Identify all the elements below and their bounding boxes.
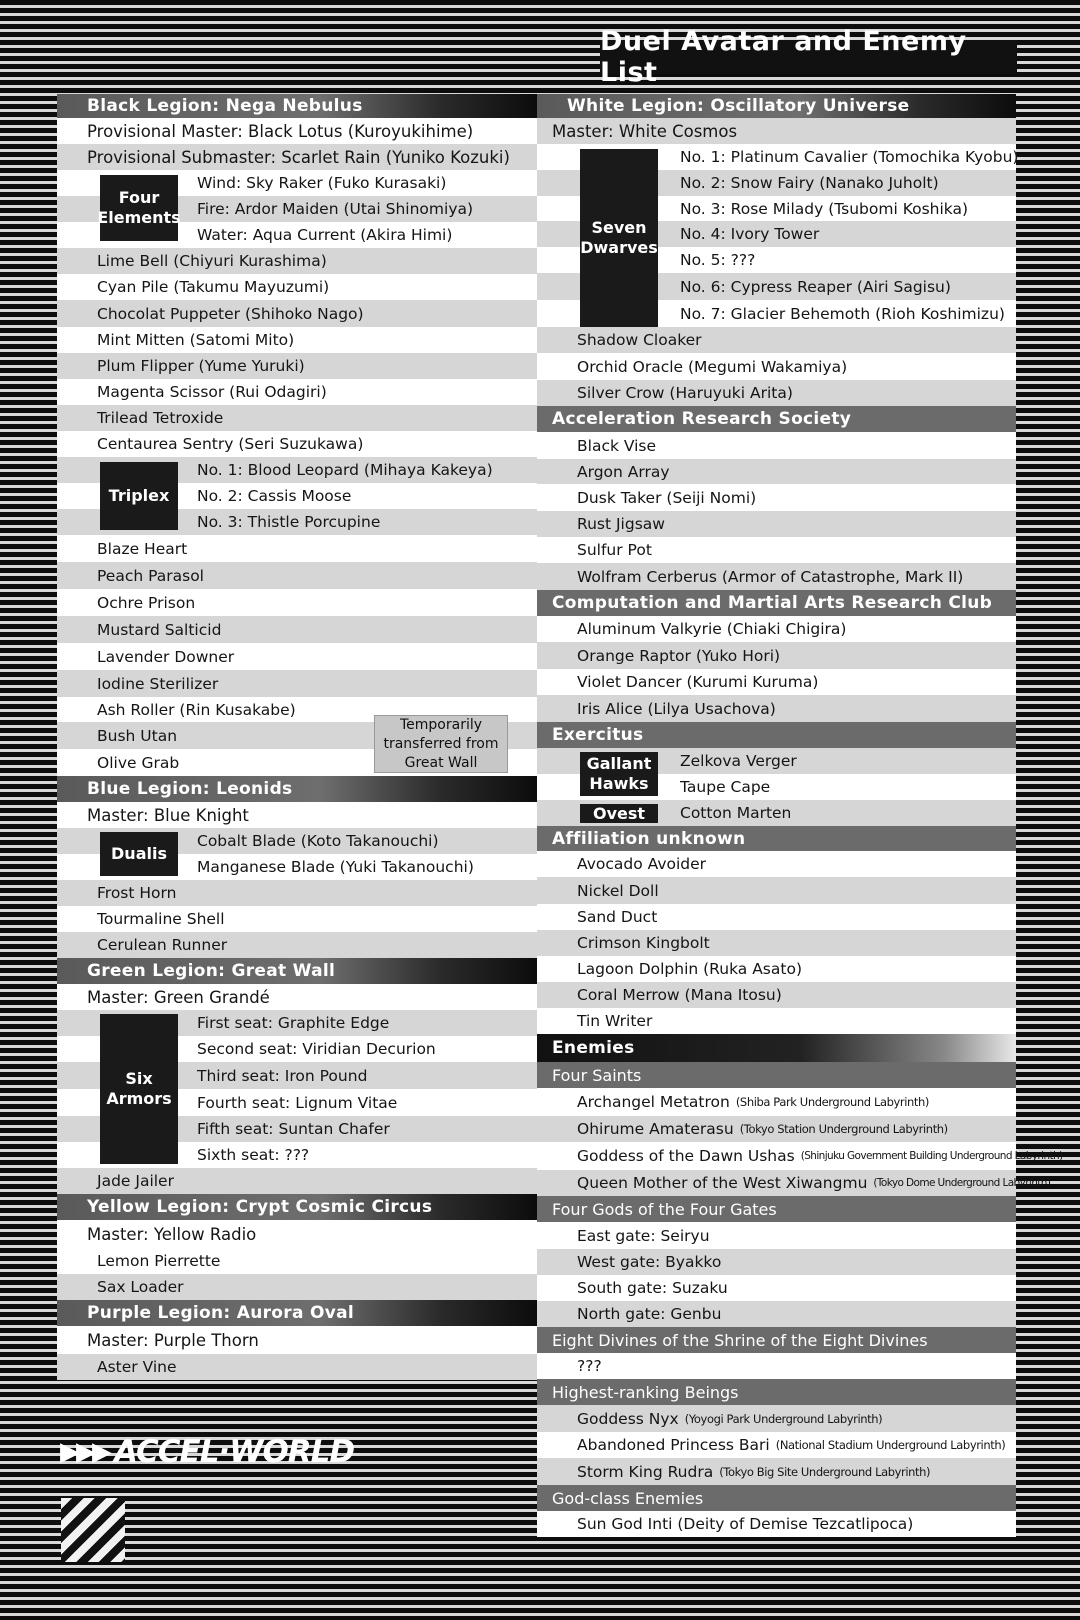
enemies-header: Enemies bbox=[537, 1034, 1016, 1062]
list-item: Fifth seat: Suntan Chafer bbox=[57, 1116, 537, 1142]
list-item: Ash Roller (Rin Kusakabe) bbox=[57, 697, 537, 722]
four-elements-label: Four Elements bbox=[100, 175, 178, 241]
yellow-legion-master: Master: Yellow Radio bbox=[57, 1220, 537, 1248]
blue-legion-header: Blue Legion: Leonids bbox=[57, 776, 537, 802]
list-item: No. 3: Rose Milady (Tsubomi Koshika) bbox=[537, 196, 1016, 221]
gallant-hawks-group bbox=[537, 748, 1016, 800]
list-item: Goddess Nyx (Yoyogi Park Underground Labyrinth) bbox=[537, 1405, 1016, 1432]
list-item: Dusk Taker (Seiji Nomi) bbox=[537, 484, 1016, 511]
list-item: Aster Vine bbox=[57, 1354, 537, 1380]
four-elements-group bbox=[57, 170, 537, 248]
god-class-header: God-class Enemies bbox=[537, 1485, 1016, 1511]
black-legion-header: Black Legion: Nega Nebulus bbox=[57, 94, 537, 118]
list-item: Wolfram Cerberus (Armor of Catastrophe, Mark II) bbox=[537, 563, 1016, 590]
transfer-note: Temporarily transferred from Great Wall bbox=[374, 715, 508, 773]
list-item: Iodine Sterilizer bbox=[57, 670, 537, 697]
list-item: Jade Jailer bbox=[57, 1168, 537, 1194]
list-item: Peach Parasol bbox=[57, 562, 537, 589]
dualis-label: Dualis bbox=[100, 832, 178, 876]
triple-arrow-icon: ▶▶▶ bbox=[60, 1437, 108, 1467]
list-item: No. 4: Ivory Tower bbox=[537, 221, 1016, 247]
list-item: Aluminum Valkyrie (Chiaki Chigira) bbox=[537, 616, 1016, 642]
list-item: Fourth seat: Lignum Vitae bbox=[57, 1089, 537, 1116]
list-item: Frost Horn bbox=[57, 880, 537, 906]
logo-text: ACCEL·WORLD bbox=[114, 1434, 355, 1470]
purple-legion-header: Purple Legion: Aurora Oval bbox=[57, 1300, 537, 1326]
list-item: Shadow Cloaker bbox=[537, 327, 1016, 353]
list-item: Orange Raptor (Yuko Hori) bbox=[537, 642, 1016, 669]
list-item: Goddess of the Dawn Ushas (Shinjuku Government Building Underground Labyrinth) bbox=[537, 1142, 1016, 1170]
list-item: Centaurea Sentry (Seri Suzukawa) bbox=[57, 431, 537, 457]
seven-dwarves-label: Seven Dwarves bbox=[580, 149, 658, 327]
list-item: Lemon Pierrette bbox=[57, 1248, 537, 1274]
triplex-group bbox=[57, 457, 537, 535]
list-item: Taupe Cape bbox=[537, 774, 1016, 800]
list-item: Orchid Oracle (Megumi Wakamiya) bbox=[537, 353, 1016, 380]
accel-world-logo bbox=[60, 1435, 354, 1469]
list-item: Bush Utan bbox=[57, 722, 537, 749]
list-item: Chocolat Puppeter (Shihoko Nago) bbox=[57, 300, 537, 327]
list-item: Argon Array bbox=[537, 459, 1016, 484]
list-item: Trilead Tetroxide bbox=[57, 405, 537, 431]
white-legion-header: White Legion: Oscillatory Universe bbox=[537, 94, 1016, 118]
exercitus-header: Exercitus bbox=[537, 722, 1016, 748]
dualis-group bbox=[57, 828, 537, 880]
four-saints-header: Four Saints bbox=[537, 1062, 1016, 1088]
list-item: West gate: Byakko bbox=[537, 1249, 1016, 1275]
list-item: Black Vise bbox=[537, 432, 1016, 459]
left-column bbox=[57, 94, 537, 1380]
list-item: Sixth seat: ??? bbox=[57, 1142, 537, 1168]
black-legion-submaster: Provisional Submaster: Scarlet Rain (Yuniko Kozuki) bbox=[57, 144, 537, 170]
four-gods-header: Four Gods of the Four Gates bbox=[537, 1196, 1016, 1222]
six-armors-group bbox=[57, 1010, 537, 1168]
purple-legion-master: Master: Purple Thorn bbox=[57, 1326, 537, 1354]
list-item: Lagoon Dolphin (Ruka Asato) bbox=[537, 956, 1016, 982]
list-item: Abandoned Princess Bari (National Stadium Underground Labyrinth) bbox=[537, 1432, 1016, 1458]
list-item: Third seat: Iron Pound bbox=[57, 1062, 537, 1089]
list-item: Rust Jigsaw bbox=[537, 511, 1016, 537]
list-item: Cotton Marten bbox=[537, 800, 1016, 826]
list-item: Queen Mother of the West Xiwangmu (Tokyo Dome Underground Labyrinth) bbox=[537, 1170, 1016, 1196]
list-item: No. 1: Blood Leopard (Mihaya Kakeya) bbox=[57, 457, 537, 483]
page-title: Duel Avatar and Enemy List bbox=[600, 40, 1017, 74]
list-item: Sun God Inti (Deity of Demise Tezcatlipoca) bbox=[537, 1511, 1016, 1537]
list-item: Nickel Doll bbox=[537, 877, 1016, 904]
striped-square-icon bbox=[61, 1498, 125, 1562]
list-item: Second seat: Viridian Decurion bbox=[57, 1036, 537, 1062]
unknown-header: Affiliation unknown bbox=[537, 826, 1016, 851]
list-item: No. 6: Cypress Reaper (Airi Sagisu) bbox=[537, 273, 1016, 300]
black-legion-master: Provisional Master: Black Lotus (Kuroyukihime) bbox=[57, 118, 537, 144]
list-item: Sulfur Pot bbox=[537, 537, 1016, 563]
list-item: Silver Crow (Haruyuki Arita) bbox=[537, 380, 1016, 406]
list-item: Sax Loader bbox=[57, 1274, 537, 1300]
list-item: Tourmaline Shell bbox=[57, 906, 537, 932]
list-item: Magenta Scissor (Rui Odagiri) bbox=[57, 379, 537, 405]
list-item: Lavender Downer bbox=[57, 643, 537, 670]
list-item: Iris Alice (Lilya Usachova) bbox=[537, 695, 1016, 722]
list-item: Avocado Avoider bbox=[537, 851, 1016, 877]
list-item: East gate: Seiryu bbox=[537, 1222, 1016, 1249]
list-item: Lime Bell (Chiyuri Kurashima) bbox=[57, 248, 537, 274]
highest-header: Highest-ranking Beings bbox=[537, 1379, 1016, 1405]
list-item: Sand Duct bbox=[537, 904, 1016, 930]
blue-legion-master: Master: Blue Knight bbox=[57, 802, 537, 828]
list-item: Coral Merrow (Mana Itosu) bbox=[537, 982, 1016, 1008]
cmarc-header: Computation and Martial Arts Research Club bbox=[537, 590, 1016, 616]
list-item: Olive Grab bbox=[57, 749, 537, 776]
list-item: Wind: Sky Raker (Fuko Kurasaki) bbox=[57, 170, 537, 196]
list-item: Violet Dancer (Kurumi Kuruma) bbox=[537, 669, 1016, 695]
list-item: Fire: Ardor Maiden (Utai Shinomiya) bbox=[57, 196, 537, 222]
list-item: No. 2: Snow Fairy (Nanako Juholt) bbox=[537, 170, 1016, 196]
six-armors-label: Six Armors bbox=[100, 1014, 178, 1164]
list-item: ??? bbox=[537, 1353, 1016, 1379]
seven-dwarves-group bbox=[537, 144, 1019, 327]
list-item: Blaze Heart bbox=[57, 535, 537, 562]
list-item: Water: Aqua Current (Akira Himi) bbox=[57, 222, 537, 248]
ars-header: Acceleration Research Society bbox=[537, 406, 1016, 432]
list-item: Ochre Prison bbox=[57, 589, 537, 616]
list-item: No. 3: Thistle Porcupine bbox=[57, 509, 537, 535]
list-item: No. 2: Cassis Moose bbox=[57, 483, 537, 509]
gallant-hawks-label: Gallant Hawks bbox=[580, 752, 658, 796]
list-item: Archangel Metatron (Shiba Park Underground Labyrinth) bbox=[537, 1088, 1016, 1116]
list-item: No. 7: Glacier Behemoth (Rioh Koshimizu) bbox=[537, 300, 1016, 327]
triplex-label: Triplex bbox=[100, 462, 178, 530]
ovest-group bbox=[537, 800, 1016, 826]
green-legion-header: Green Legion: Great Wall bbox=[57, 958, 537, 984]
list-item: Cerulean Runner bbox=[57, 932, 537, 958]
list-item: Cobalt Blade (Koto Takanouchi) bbox=[57, 828, 537, 854]
list-item: Zelkova Verger bbox=[537, 748, 1016, 774]
list-item: North gate: Genbu bbox=[537, 1301, 1016, 1327]
list-item: Crimson Kingbolt bbox=[537, 930, 1016, 956]
eight-divines-header: Eight Divines of the Shrine of the Eight Divines bbox=[537, 1327, 1016, 1353]
list-item: Cyan Pile (Takumu Mayuzumi) bbox=[57, 274, 537, 300]
list-item: Mint Mitten (Satomi Mito) bbox=[57, 327, 537, 353]
right-column bbox=[537, 94, 1063, 1537]
list-item: Storm King Rudra (Tokyo Big Site Underground Labyrinth) bbox=[537, 1458, 1016, 1485]
list-item: Manganese Blade (Yuki Takanouchi) bbox=[57, 854, 537, 880]
list-item: Tin Writer bbox=[537, 1008, 1016, 1034]
ovest-label: Ovest bbox=[580, 804, 658, 823]
list-item: Ohirume Amaterasu (Tokyo Station Underground Labyrinth) bbox=[537, 1116, 1016, 1142]
list-item: Plum Flipper (Yume Yuruki) bbox=[57, 353, 537, 379]
list-item: Mustard Salticid bbox=[57, 616, 537, 643]
white-legion-master: Master: White Cosmos bbox=[537, 118, 1016, 144]
yellow-legion-header: Yellow Legion: Crypt Cosmic Circus bbox=[57, 1194, 537, 1220]
list-item: First seat: Graphite Edge bbox=[57, 1010, 537, 1036]
list-item: South gate: Suzaku bbox=[537, 1275, 1016, 1301]
list-item: No. 5: ??? bbox=[537, 247, 1016, 273]
list-item: No. 1: Platinum Cavalier (Tomochika Kyobu) bbox=[537, 144, 1016, 170]
green-legion-master: Master: Green Grandé bbox=[57, 984, 537, 1010]
